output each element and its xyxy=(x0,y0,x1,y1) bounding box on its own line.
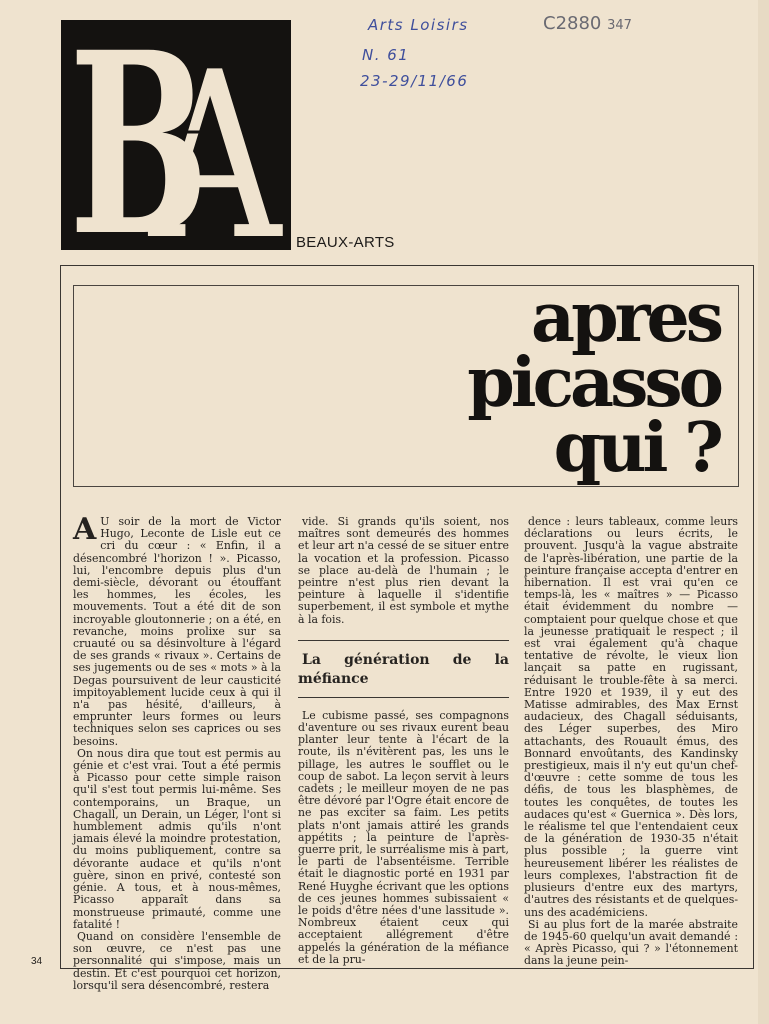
article-title xyxy=(467,278,720,488)
archive-code-main: C2880 xyxy=(543,13,602,34)
title-frame xyxy=(73,278,739,488)
handwritten-issue: N. 61 xyxy=(362,46,410,64)
paragraph: dence : leurs tableaux, comme leurs déclarations ou leurs écrits, le prouvent. Jusqu'à la vague abstraite de l'après-libération, une partie de la peinture française accepta d'entrer en hibernation. Il est vrai qu'en ce temps-là, les « maîtres » — Picasso était évidemment du nombre — comptaient pour quelque chose et que la jeunesse pratiquait le respect ; il est vrai également qu'à chaque tentative de révolte, le vieux lion lançait sa patte en rugissant, réduisant le trouble-fête à sa merci. Entre 1920 et 1939, il y eut des Matisse admirables, des Max Ernst audacieux, des Chagall séduisants, des Léger superbes, des Miro attachants, des Rouault émus, des Bonnard envoûtants, des Kandinsky prestigieux, mais il n'y eut qu'un chef-d'œuvre : cette somme de tous les défis, de tous les blasphèmes, de toutes les conquêtes, de toutes les audaces qu'est « Guernica ». Dès lors, le réalisme tel que l'entendaient ceux de la génération de 1930-35 n'était plus possible ; la guerre vint heureusement libérer les réalistes de leurs complexes, l'abstraction fit de plusieurs d'entre eux des martyrs, d'autres des résistants et de quelques-uns des académiciens. xyxy=(524,515,738,919)
subhead: La génération de la méfiance xyxy=(298,651,509,687)
svg-text:A: A xyxy=(147,24,284,250)
title-line-2: picasso xyxy=(467,343,720,423)
article-column-1 xyxy=(73,512,281,992)
paragraph: Le cubisme passé, ses compagnons d'aventure ou ses rivaux eurent beau planter leur tente à l'écart de la route, ils n'évitèrent pas, les uns le pillage, les autres le soufflet ou le coup de sabot. La leçon servit à leurs cadets ; le meilleur moyen de ne pas être dévoré par l'Ogre était encore de ne pas exciter sa faim. Les petits plats n'ont jamais attiré les grands appétits ; la peinture de l'après-guerre prit, le surréalisme mis à part, le parti de l'absentéisme. Terrible était le diagnostic porté en 1931 par René Huyghe écrivant que les options de ces jeunes hommes subissaient « le poids d'être nées d'une lassitude ». Nombreux étaient ceux qui acceptaient allégrement d'être appelés la génération de la méfiance et de la pru- xyxy=(298,708,509,966)
article-column-3 xyxy=(524,516,738,968)
archive-code xyxy=(543,13,632,34)
article-column-2 xyxy=(298,516,509,966)
section-label: BEAUX-ARTS xyxy=(296,234,395,251)
ba-logo xyxy=(61,20,291,250)
page-number: 34 xyxy=(31,956,43,967)
page-edge xyxy=(758,0,769,1024)
handwritten-publication: Arts Loisirs xyxy=(368,16,469,34)
title-line-1: apres xyxy=(531,278,720,358)
svg-text:B: B xyxy=(69,20,209,250)
archive-code-suffix: 347 xyxy=(607,18,632,33)
subhead-block xyxy=(298,640,509,698)
paragraph: Quand on considère l'ensemble de son œuvre, ce n'est pas une personnalité qui s'impose, mais un destin. Et c'est pourquoi cet horizon, lorsqu'il sera désencombré, restera xyxy=(73,929,281,992)
drop-cap: A xyxy=(73,512,97,547)
paragraph-text: U soir de la mort de Victor Hugo, Leconte de Lisle eut ce cri du cœur : « Enfin, il a désencombré l'horizon ! ». Picasso, lui, l'encombre depuis plus d'un demi-siècle, dévorant ou étouffant les hommes, les écoles, les mouvements. Tout a été dit de son incroyable gloutonnerie ; on a été, en revanche, moins prolixe sur sa cruauté ou sa désinvolture à l'égard de ses grands « rivaux ». Certains de ses jugements ou de ses « mots » à la Degas poursuivent de leur causticité impitoyablement lucide ceux à qui il n'a pas hésité, d'ailleurs, à emprunter leurs formes ou leurs techniques selon ses caprices ou ses besoins. xyxy=(73,515,281,748)
paragraph: Si au plus fort de la marée abstraite de 1945-60 quelqu'un avait demandé : « Après Picasso, qui ? » l'étonnement dans la jeune pein- xyxy=(524,917,738,968)
title-line-3: qui ? xyxy=(553,408,720,488)
handwritten-date: 23-29/11/66 xyxy=(360,72,469,90)
paragraph: On nous dira que tout est permis au génie et c'est vrai. Tout a été permis à Picasso pour cette simple raison qu'il s'est tout permis lui-même. Ses contemporains, un Braque, un Chagall, un Derain, un Léger, l'ont si humblement admis qu'ils n'ont jamais élevé la moindre protestation, du moins publiquement, contre sa dévorante audace et qu'ils n'ont guère, sinon en privé, contesté son génie. A tous, et à nous-mêmes, Picasso apparaît dans sa monstrueuse primauté, comme une fatalité ! xyxy=(73,746,281,931)
paragraph xyxy=(73,512,281,748)
paragraph: vide. Si grands qu'ils soient, nos maîtres sont demeurés des hommes et leur art n'a cessé de se situer entre la vocation et la profession. Picasso se place au-delà de l'humain ; le peintre n'est plus rien devant la peinture à laquelle il s'identifie superbement, il est symbole et mythe à la fois. xyxy=(298,515,509,626)
